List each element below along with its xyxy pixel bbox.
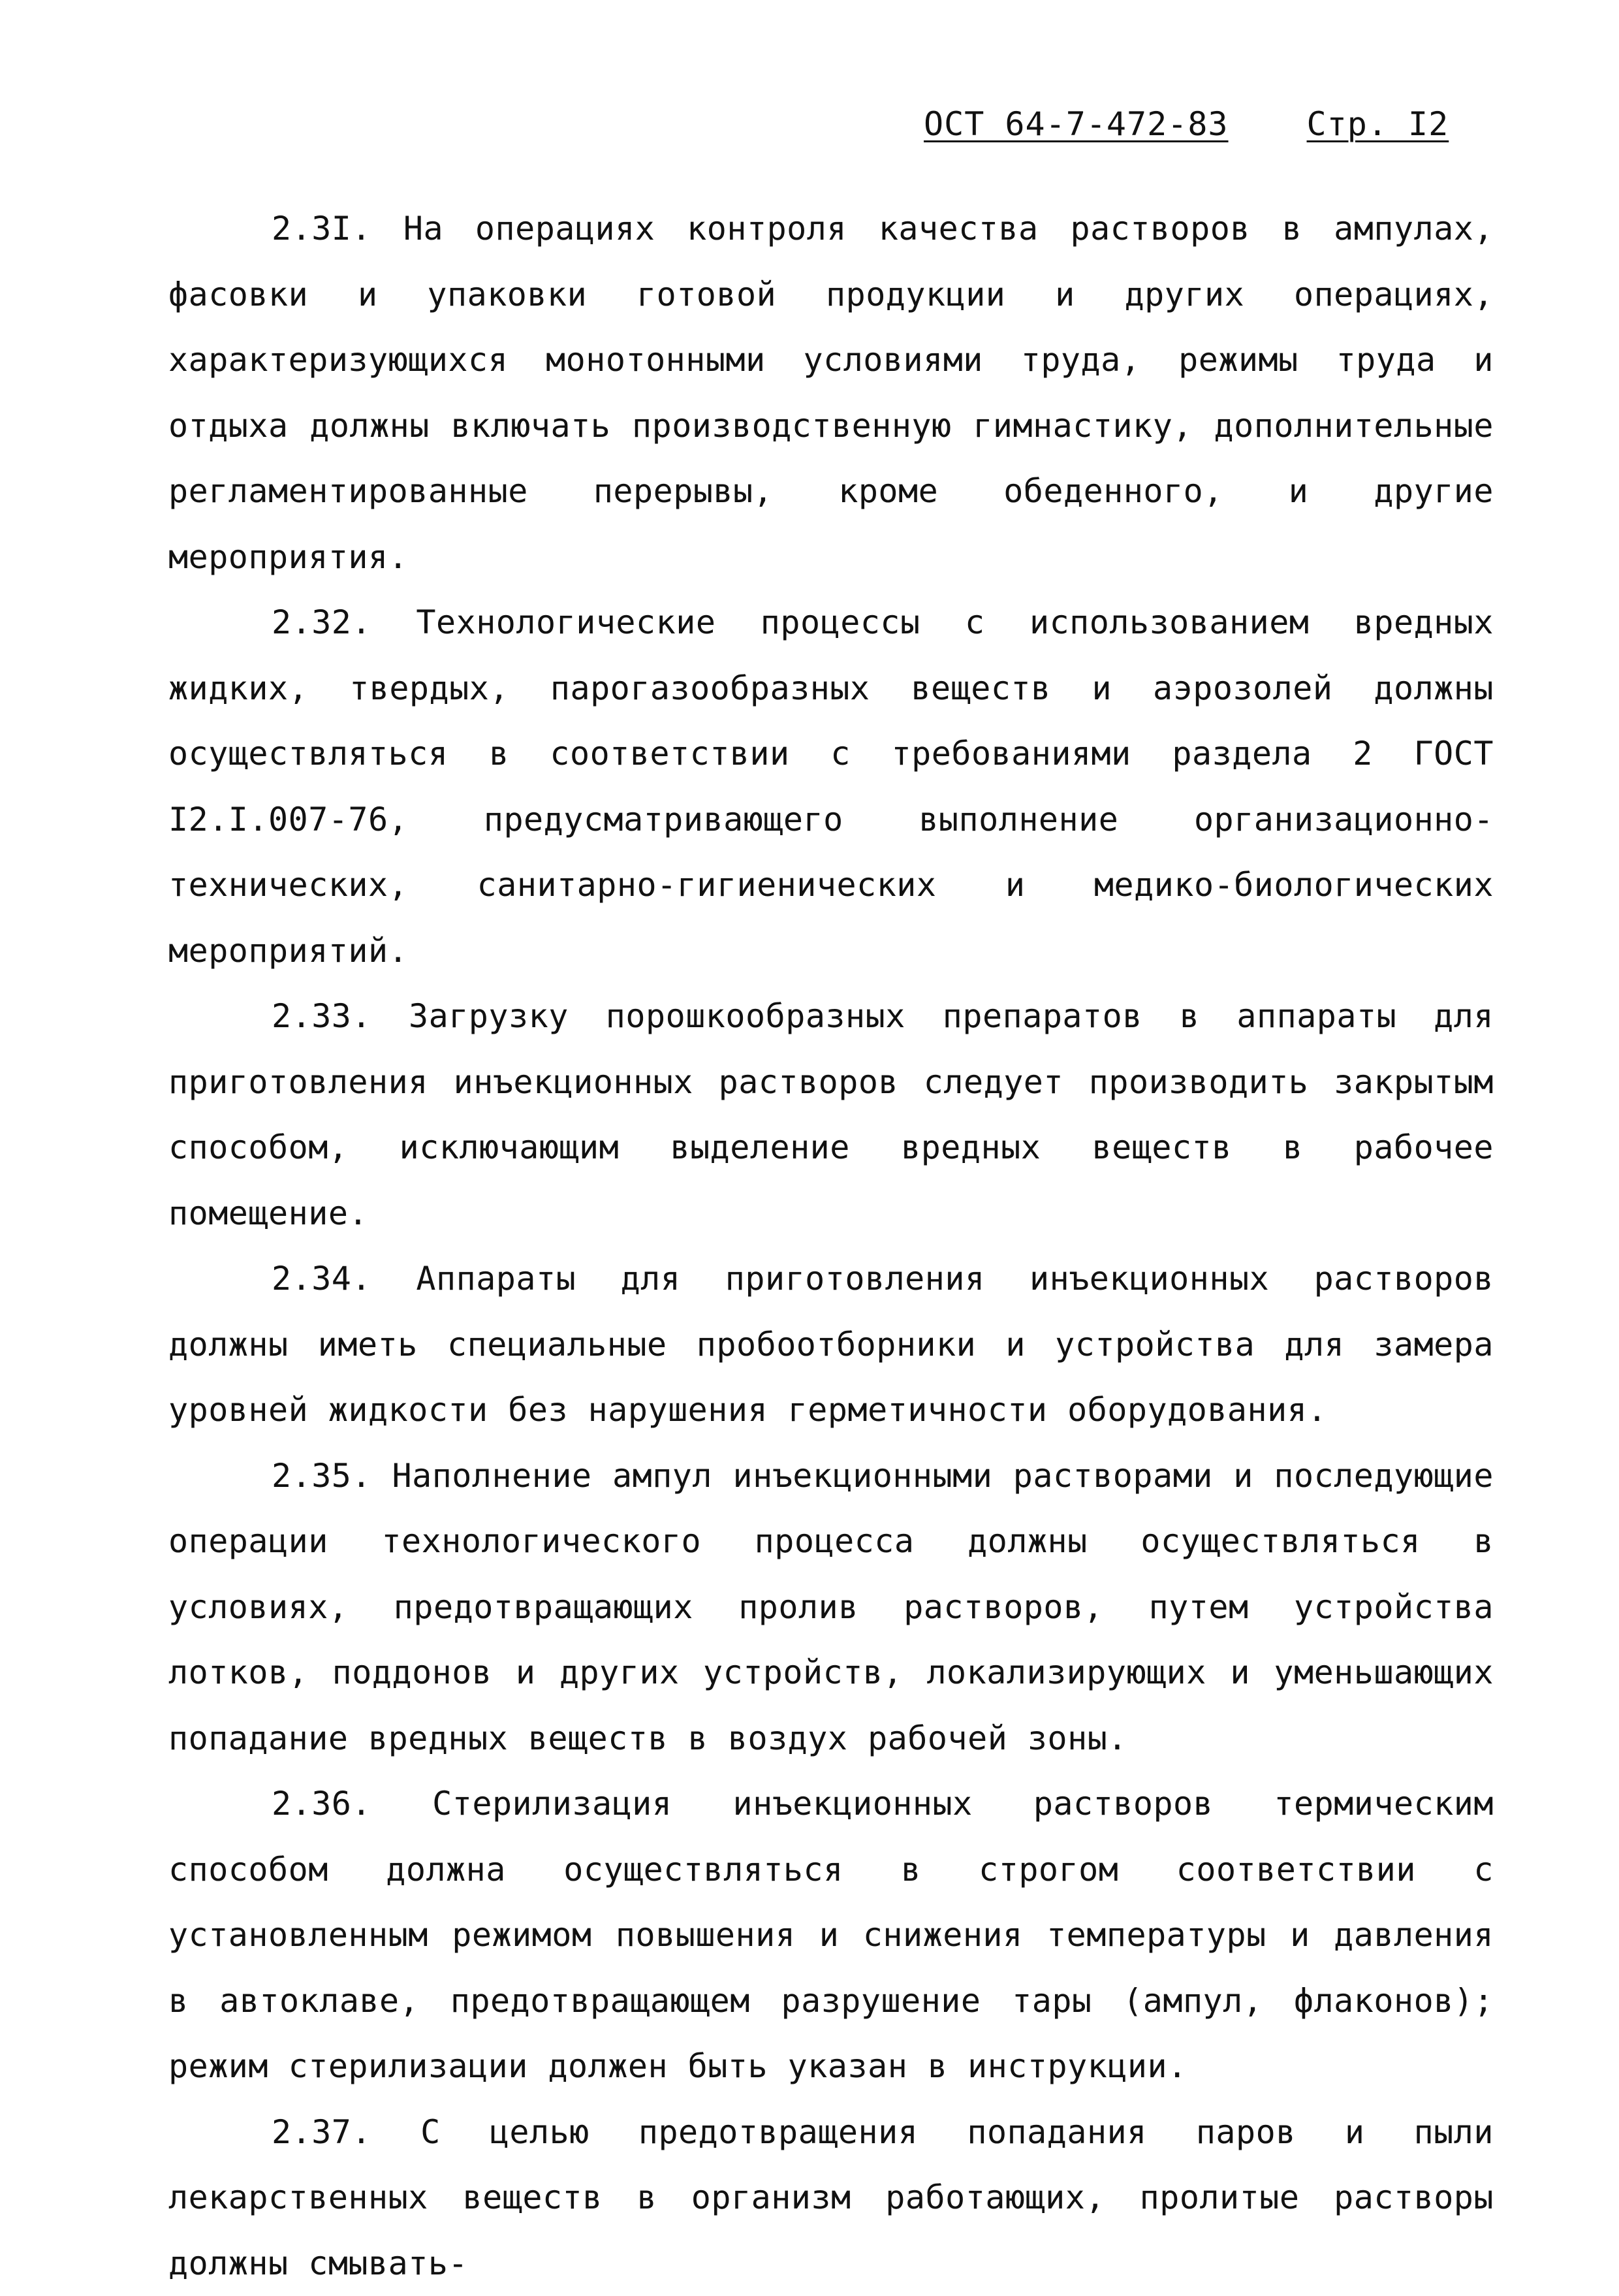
clause-number: 2.33. bbox=[272, 997, 371, 1035]
clause-text: Стерилизация инъекционных растворов термическим способом должна осуществляться в строгом соответствии с установленным режимом повышения и снижения температуры и давления в автоклаве, предотвращающем разрушение тары (ампул, флаконов); режим стерилизации должен быть указан в инструкции. bbox=[168, 1785, 1494, 2085]
paragraph-2-31 bbox=[168, 196, 1494, 590]
paragraph-2-36 bbox=[168, 1771, 1494, 2099]
clause-number: 2.32. bbox=[272, 603, 371, 641]
document-code: ОСТ 64-7-472-83 bbox=[924, 105, 1229, 143]
page-number: Стр. I2 bbox=[1229, 105, 1449, 143]
clause-text: Загрузку порошкообразных препаратов в аппараты для приготовления инъекционных растворов следует производить закрытым способом, исключающим выделение вредных веществ в рабочее помещение. bbox=[168, 997, 1494, 1232]
document-body bbox=[168, 196, 1494, 2296]
paragraph-2-35 bbox=[168, 1443, 1494, 1772]
clause-number: 2.3I. bbox=[272, 210, 371, 247]
clause-text: Аппараты для приготовления инъекционных растворов должны иметь специальные пробоотборники и устройства для замера уровней жидкости без нарушения герметичности оборудования. bbox=[168, 1260, 1494, 1429]
clause-text: Наполнение ампул инъекционными растворами и последующие операции технологического процесса должны осуществляться в условиях, предотвращающих пролив растворов, путем устройства лотков, поддонов и других устройств, локализирующих и уменьшающих попадание вредных веществ в воздух рабочей зоны. bbox=[168, 1457, 1494, 1757]
clause-number: 2.35. bbox=[272, 1457, 371, 1495]
paragraph-2-33 bbox=[168, 983, 1494, 1246]
page-header bbox=[924, 104, 1459, 144]
clause-number: 2.34. bbox=[272, 1260, 371, 1298]
paragraph-2-32 bbox=[168, 590, 1494, 983]
clause-text: С целью предотвращения попадания паров и пыли лекарственных веществ в организм работающих, пролитые растворы должны смывать- bbox=[168, 2113, 1494, 2282]
clause-number: 2.36. bbox=[272, 1785, 371, 1823]
clause-number: 2.37. bbox=[272, 2113, 371, 2151]
paragraph-2-37 bbox=[168, 2099, 1494, 2296]
paragraph-2-34 bbox=[168, 1246, 1494, 1443]
clause-text: На операциях контроля качества растворов в ампулах, фасовки и упаковки готовой продукции и других операциях, характеризующихся монотонными условиями труда, режимы труда и отдыха должны включать производственную гимнастику, дополнительные регламентированные перерывы, кроме обеденного, и другие мероприятия. bbox=[168, 210, 1494, 576]
clause-text: Технологические процессы с использованием вредных жидких, твердых, парогазообразных веществ и аэрозолей должны осуществляться в соответствии с требованиями раздела 2 ГОСТ I2.I.007-76, предусматривающего выполнение организационно-технических, санитарно-гигиенических и медико-биологических мероприятий. bbox=[168, 603, 1494, 970]
